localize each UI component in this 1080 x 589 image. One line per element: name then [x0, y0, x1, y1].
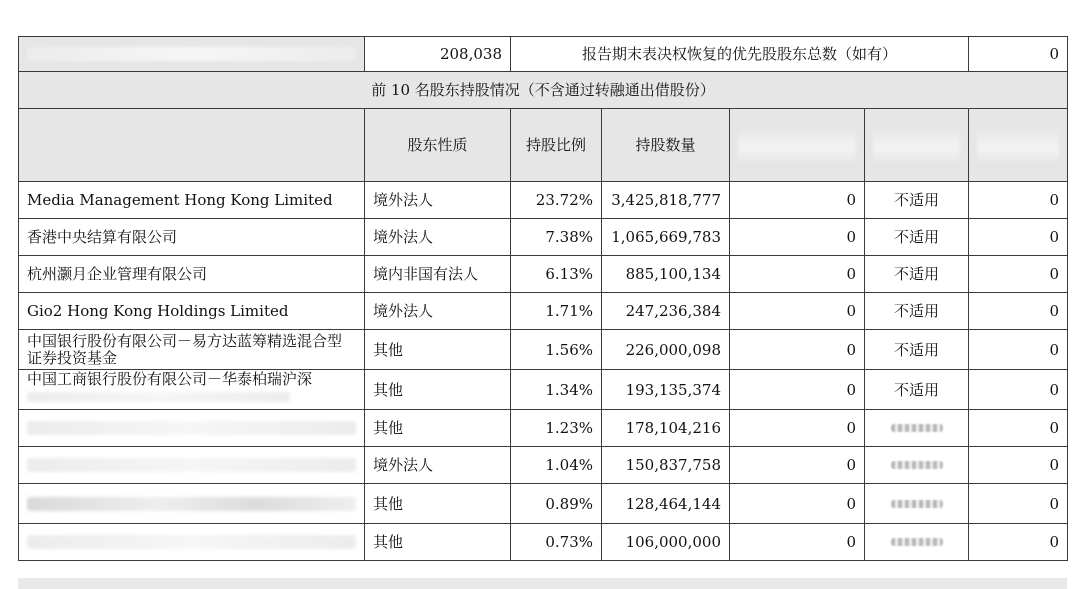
table-row	[19, 293, 1068, 330]
table-row	[19, 219, 1068, 256]
holder-nature: 境内非国有法人	[365, 256, 511, 293]
total-holders-value: 208,038	[365, 37, 511, 72]
holder-nature: 其他	[365, 410, 511, 447]
holder-nature: 境外法人	[365, 219, 511, 256]
header-count-redacted	[969, 109, 1068, 182]
holder-status-redacted	[865, 410, 969, 447]
holder-ratio: 1.34%	[511, 370, 602, 410]
holder-restricted: 0	[730, 484, 865, 524]
holder-nature: 其他	[365, 524, 511, 561]
preferred-holders-label: 报告期末表决权恢复的优先股股东总数（如有）	[511, 37, 969, 72]
holder-name: 中国银行股份有限公司－易方达蓝筹精选混合型证券投资基金	[19, 330, 365, 370]
section-title-row	[19, 72, 1068, 109]
header-ratio: 持股比例	[511, 109, 602, 182]
holder-count: 0	[969, 256, 1068, 293]
holder-ratio: 1.56%	[511, 330, 602, 370]
holder-count: 0	[969, 370, 1068, 410]
holder-status: 不适用	[865, 182, 969, 219]
holder-restricted: 0	[730, 447, 865, 484]
holder-status-redacted	[865, 524, 969, 561]
holder-count: 0	[969, 219, 1068, 256]
header-row	[19, 109, 1068, 182]
holder-name-redacted	[19, 524, 365, 561]
holder-quantity: 178,104,216	[602, 410, 730, 447]
holder-name-redacted	[19, 484, 365, 524]
holder-name: 香港中央结算有限公司	[19, 219, 365, 256]
holder-status: 不适用	[865, 256, 969, 293]
holder-count: 0	[969, 182, 1068, 219]
holder-name-visible: 中国工商银行股份有限公司－华泰柏瑞沪深	[27, 370, 313, 388]
holder-count: 0	[969, 447, 1068, 484]
section-title: 前 10 名股东持股情况（不含通过转融通出借股份）	[19, 72, 1068, 109]
holder-count: 0	[969, 330, 1068, 370]
holder-status: 不适用	[865, 370, 969, 410]
holder-quantity: 193,135,374	[602, 370, 730, 410]
holder-name-partial	[19, 370, 365, 410]
holder-quantity: 150,837,758	[602, 447, 730, 484]
holder-restricted: 0	[730, 524, 865, 561]
preferred-holders-value: 0	[969, 37, 1068, 72]
holder-count: 0	[969, 484, 1068, 524]
holder-restricted: 0	[730, 410, 865, 447]
table-row	[19, 447, 1068, 484]
holder-ratio: 7.38%	[511, 219, 602, 256]
holder-name-redacted	[19, 447, 365, 484]
summary-label-redacted	[19, 37, 365, 72]
holder-name: Media Management Hong Kong Limited	[19, 182, 365, 219]
holder-ratio: 1.23%	[511, 410, 602, 447]
holder-quantity: 3,425,818,777	[602, 182, 730, 219]
holder-ratio: 0.73%	[511, 524, 602, 561]
header-status-redacted	[865, 109, 969, 182]
summary-row	[19, 37, 1068, 72]
holder-quantity: 106,000,000	[602, 524, 730, 561]
holder-quantity: 885,100,134	[602, 256, 730, 293]
header-quantity: 持股数量	[602, 109, 730, 182]
holder-ratio: 6.13%	[511, 256, 602, 293]
table-row	[19, 330, 1068, 370]
holder-nature: 其他	[365, 330, 511, 370]
holder-nature: 境外法人	[365, 447, 511, 484]
holder-nature: 境外法人	[365, 182, 511, 219]
table-row	[19, 410, 1068, 447]
holder-restricted: 0	[730, 182, 865, 219]
holder-ratio: 0.89%	[511, 484, 602, 524]
holder-quantity: 1,065,669,783	[602, 219, 730, 256]
holder-quantity: 226,000,098	[602, 330, 730, 370]
holder-nature: 境外法人	[365, 293, 511, 330]
holder-restricted: 0	[730, 293, 865, 330]
holder-ratio: 1.04%	[511, 447, 602, 484]
header-name-redacted	[19, 109, 365, 182]
holder-ratio: 23.72%	[511, 182, 602, 219]
holder-count: 0	[969, 524, 1068, 561]
table-row	[19, 370, 1068, 410]
next-row-edge	[18, 578, 1067, 589]
holder-quantity: 128,464,144	[602, 484, 730, 524]
holder-quantity: 247,236,384	[602, 293, 730, 330]
holder-name: 杭州灏月企业管理有限公司	[19, 256, 365, 293]
holder-restricted: 0	[730, 256, 865, 293]
table-row	[19, 524, 1068, 561]
holder-count: 0	[969, 293, 1068, 330]
holder-ratio: 1.71%	[511, 293, 602, 330]
table-row	[19, 256, 1068, 293]
holder-count: 0	[969, 410, 1068, 447]
holder-status-redacted	[865, 484, 969, 524]
shareholder-table	[18, 36, 1068, 561]
holder-status-redacted	[865, 447, 969, 484]
holder-name: Gio2 Hong Kong Holdings Limited	[19, 293, 365, 330]
holder-nature: 其他	[365, 484, 511, 524]
holder-status: 不适用	[865, 330, 969, 370]
holder-restricted: 0	[730, 330, 865, 370]
table-row	[19, 484, 1068, 524]
holder-status: 不适用	[865, 219, 969, 256]
holder-status: 不适用	[865, 293, 969, 330]
holder-restricted: 0	[730, 370, 865, 410]
header-restricted-redacted	[730, 109, 865, 182]
table-row	[19, 182, 1068, 219]
holder-name-redacted	[19, 410, 365, 447]
holder-nature: 其他	[365, 370, 511, 410]
header-nature: 股东性质	[365, 109, 511, 182]
holder-restricted: 0	[730, 219, 865, 256]
